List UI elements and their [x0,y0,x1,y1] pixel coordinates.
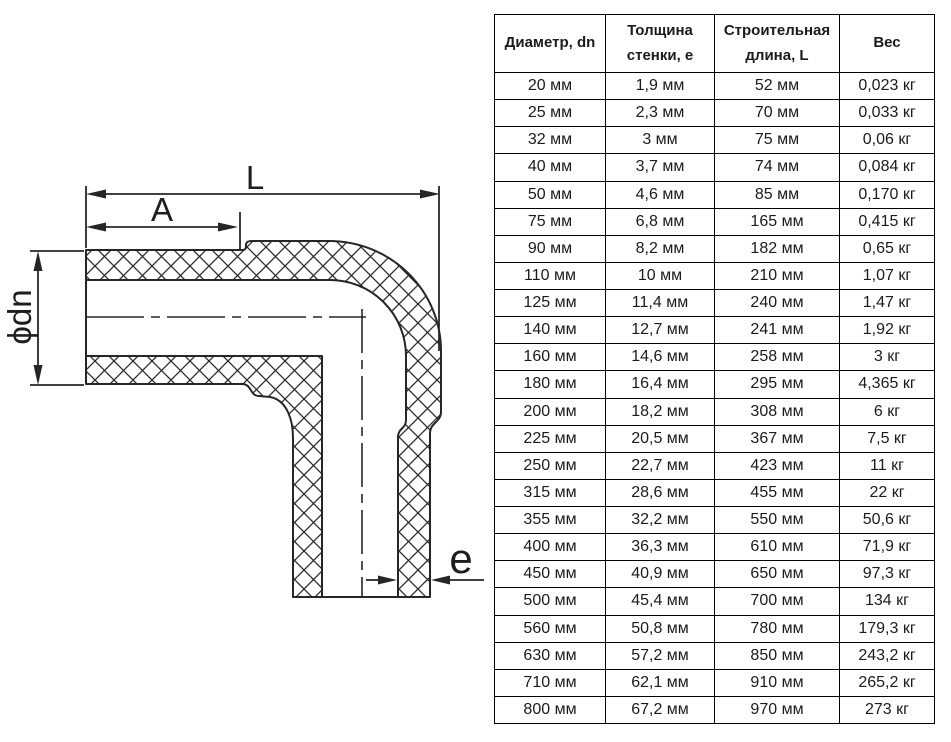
table-cell: 45,4 мм [606,588,715,615]
table-cell: 970 мм [715,696,840,723]
table-header-row [495,15,935,73]
table-cell: 1,9 мм [606,73,715,100]
table-cell: 4,6 мм [606,181,715,208]
table-cell: 455 мм [715,479,840,506]
table-cell: 22 кг [840,479,935,506]
table-row [495,696,935,723]
table-cell: 210 мм [715,262,840,289]
table-row [495,615,935,642]
dim-label-L: L [245,159,265,196]
table-cell: 160 мм [495,344,606,371]
table-cell: 11 кг [840,452,935,479]
table-cell: 32,2 мм [606,507,715,534]
table-cell: 62,1 мм [606,669,715,696]
table-cell: 3,7 мм [606,154,715,181]
column-header-wall: Толщина стенки, e [606,15,715,73]
table-cell: 0,033 кг [840,100,935,127]
table-cell: 20 мм [495,73,606,100]
column-header-diameter: Диаметр, dn [495,15,606,73]
table-row [495,398,935,425]
table-cell: 75 мм [495,208,606,235]
table-cell: 243,2 кг [840,642,935,669]
table-cell: 0,170 кг [840,181,935,208]
table-cell: 36,3 мм [606,534,715,561]
arrowhead-dn-top [34,251,43,271]
table-cell: 10 мм [606,262,715,289]
table-cell: 400 мм [495,534,606,561]
table-cell: 780 мм [715,615,840,642]
arrowhead-A-left [86,223,106,232]
arrowhead-L-right [420,190,440,199]
table-row [495,73,935,100]
table-cell: 50 мм [495,181,606,208]
table-cell: 97,3 кг [840,561,935,588]
table-cell: 910 мм [715,669,840,696]
dimension-dn [30,251,84,385]
table-cell: 40 мм [495,154,606,181]
table-cell: 367 мм [715,425,840,452]
table-row [495,425,935,452]
table-cell: 40,9 мм [606,561,715,588]
arrowhead-e-right [431,576,450,585]
table-cell: 6,8 мм [606,208,715,235]
dim-label-A: A [150,191,174,228]
table-cell: 14,6 мм [606,344,715,371]
table-cell: 52 мм [715,73,840,100]
table-cell: 28,6 мм [606,479,715,506]
table-cell: 800 мм [495,696,606,723]
dim-label-e: e [449,535,473,582]
table-cell: 140 мм [495,317,606,344]
table-cell: 180 мм [495,371,606,398]
arrowhead-dn-bottom [34,365,43,385]
table-row [495,452,935,479]
table-cell: 74 мм [715,154,840,181]
table-cell: 134 кг [840,588,935,615]
table-row [495,208,935,235]
table-cell: 71,9 кг [840,534,935,561]
table-cell: 165 мм [715,208,840,235]
table-cell: 295 мм [715,371,840,398]
table-cell: 179,3 кг [840,615,935,642]
table-row [495,100,935,127]
table-cell: 1,47 кг [840,290,935,317]
table-cell: 67,2 мм [606,696,715,723]
table-row [495,642,935,669]
table-cell: 2,3 мм [606,100,715,127]
table-cell: 710 мм [495,669,606,696]
table-cell: 0,415 кг [840,208,935,235]
table-cell: 423 мм [715,452,840,479]
table-cell: 273 кг [840,696,935,723]
table-row [495,317,935,344]
table-cell: 125 мм [495,290,606,317]
table-cell: 700 мм [715,588,840,615]
table-cell: 11,4 мм [606,290,715,317]
table-cell: 110 мм [495,262,606,289]
table-cell: 630 мм [495,642,606,669]
table-cell: 12,7 мм [606,317,715,344]
table-cell: 1,07 кг [840,262,935,289]
table-cell: 3 кг [840,344,935,371]
arrowhead-e-left [378,576,397,585]
table-cell: 225 мм [495,425,606,452]
table-row [495,561,935,588]
table-cell: 0,084 кг [840,154,935,181]
dimensions-table [494,14,935,724]
table-cell: 1,92 кг [840,317,935,344]
table-cell: 16,4 мм [606,371,715,398]
table-cell: 308 мм [715,398,840,425]
table-cell: 610 мм [715,534,840,561]
table-row [495,127,935,154]
table-cell: 85 мм [715,181,840,208]
table-cell: 25 мм [495,100,606,127]
table-cell: 500 мм [495,588,606,615]
table-cell: 265,2 кг [840,669,935,696]
table-cell: 8,2 мм [606,235,715,262]
table-row [495,371,935,398]
table-row [495,588,935,615]
table-cell: 560 мм [495,615,606,642]
table-cell: 22,7 мм [606,452,715,479]
table-cell: 4,365 кг [840,371,935,398]
table-cell: 315 мм [495,479,606,506]
table-cell: 0,65 кг [840,235,935,262]
table-cell: 90 мм [495,235,606,262]
table-cell: 7,5 кг [840,425,935,452]
table-cell: 6 кг [840,398,935,425]
table-body [495,73,935,724]
table-cell: 32 мм [495,127,606,154]
table-cell: 20,5 мм [606,425,715,452]
table-row [495,479,935,506]
table-row [495,235,935,262]
table-cell: 3 мм [606,127,715,154]
table-row [495,507,935,534]
table-row [495,181,935,208]
dim-label-dn: ϕdn [1,289,38,345]
table-cell: 75 мм [715,127,840,154]
table-cell: 18,2 мм [606,398,715,425]
table-row [495,262,935,289]
table-cell: 258 мм [715,344,840,371]
table-row [495,344,935,371]
table-cell: 355 мм [495,507,606,534]
table-row [495,290,935,317]
table-row [495,154,935,181]
table-cell: 70 мм [715,100,840,127]
table-cell: 240 мм [715,290,840,317]
table-cell: 50,8 мм [606,615,715,642]
table-cell: 850 мм [715,642,840,669]
elbow-body [86,241,441,597]
table-cell: 50,6 кг [840,507,935,534]
column-header-weight: Вес [840,15,935,73]
table-row [495,534,935,561]
table-cell: 241 мм [715,317,840,344]
table-row [495,669,935,696]
table-cell: 0,06 кг [840,127,935,154]
arrowhead-A-right [218,223,238,232]
table-cell: 57,2 мм [606,642,715,669]
arrowhead-L-left [86,190,106,199]
table-cell: 250 мм [495,452,606,479]
table-cell: 650 мм [715,561,840,588]
column-header-length: Строительная длина, L [715,15,840,73]
table-cell: 0,023 кг [840,73,935,100]
table-cell: 550 мм [715,507,840,534]
table-cell: 450 мм [495,561,606,588]
table-cell: 200 мм [495,398,606,425]
table-cell: 182 мм [715,235,840,262]
